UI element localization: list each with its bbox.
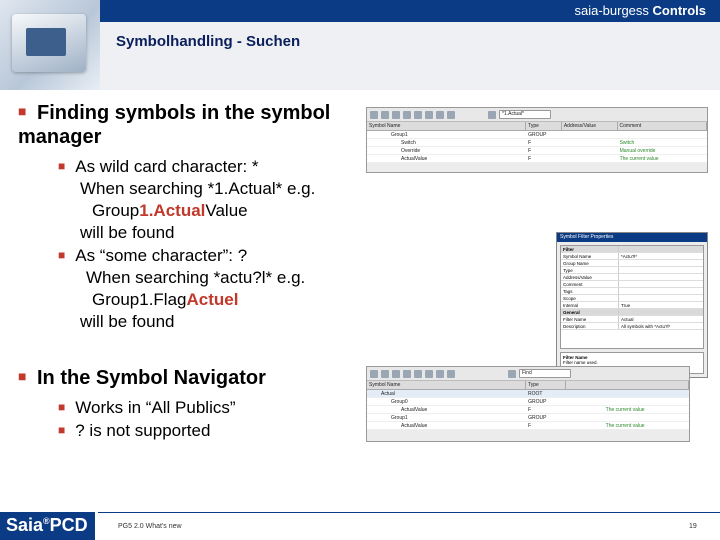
description-title: Filter Name <box>563 355 588 360</box>
table-row[interactable]: ActualValue F The current value <box>367 155 707 163</box>
bullet-symbol-navigator: ■ In the Symbol Navigator <box>18 367 266 389</box>
sub-bullet-navigator: ■ Works in “All Publics” ■ ? is not supported <box>58 398 236 440</box>
table-row[interactable]: Group0 GROUP <box>367 398 689 406</box>
column-header[interactable]: Comment <box>618 122 707 130</box>
toolbar-icon[interactable] <box>403 370 411 378</box>
sub-bullet-wildcard: ■ As wild card character: * When searching *1.Actual* e.g. Group1.ActualValue will be found ■ As “some character”: ? When searching *actu?l* e.g. Group1.FlagActuel will be found <box>58 157 316 331</box>
toolbar-icon[interactable] <box>370 111 378 119</box>
slide-title: Symbolhandling - Suchen <box>116 33 301 50</box>
property-row[interactable]: Filter Name Actual <box>561 316 703 323</box>
search-icon[interactable] <box>488 111 496 119</box>
toolbar-icon[interactable] <box>403 111 411 119</box>
property-row[interactable]: Type <box>561 267 703 274</box>
toolbar-icon[interactable] <box>381 370 389 378</box>
column-header[interactable]: Symbol Name <box>367 122 526 130</box>
property-grid <box>560 245 704 349</box>
property-category[interactable]: Filter <box>561 246 703 253</box>
column-header[interactable]: Type <box>526 381 566 389</box>
symbol-filter-dialog <box>556 232 708 378</box>
table-row[interactable]: ActualValue F The current value <box>367 406 689 414</box>
brand-logo: saia-burgess Controls <box>574 3 706 18</box>
search-input[interactable]: *1.Actual* <box>499 110 551 119</box>
header <box>0 0 720 90</box>
toolbar-icon[interactable] <box>447 111 455 119</box>
table-row[interactable]: Switch F Switch <box>367 139 707 147</box>
toolbar-icon[interactable] <box>370 370 378 378</box>
header-band <box>100 0 720 22</box>
table-row[interactable]: Actual ROOT <box>367 390 689 398</box>
pcd-device-image <box>12 14 86 72</box>
column-header[interactable]: Address/Value <box>562 122 618 130</box>
property-row[interactable]: Group Name <box>561 260 703 267</box>
property-row[interactable]: Description All symbols with *Actu?l* <box>561 323 703 330</box>
table-row[interactable]: Group1 GROUP <box>367 414 689 422</box>
column-header[interactable]: Symbol Name <box>367 381 526 389</box>
page-number: 19 <box>689 523 697 530</box>
column-headers <box>367 381 689 390</box>
property-row[interactable]: Internal True <box>561 302 703 309</box>
table-row[interactable]: ActualValue F The current value <box>367 422 689 430</box>
property-row[interactable]: Comment <box>561 281 703 288</box>
symbol-manager-toolbar <box>367 108 707 122</box>
toolbar-icon[interactable] <box>381 111 389 119</box>
property-row[interactable]: Address/Value <box>561 274 703 281</box>
toolbar-icon[interactable] <box>436 370 444 378</box>
property-row[interactable]: Scope <box>561 295 703 302</box>
dialog-title: Symbol Filter Properties <box>557 233 707 242</box>
saia-pcd-logo: Saia®PCD <box>0 512 95 540</box>
navigator-toolbar <box>367 367 689 381</box>
table-row[interactable]: Group1 GROUP <box>367 131 707 139</box>
header-photo <box>0 0 100 90</box>
toolbar-icon[interactable] <box>392 370 400 378</box>
column-header[interactable]: Type <box>526 122 562 130</box>
toolbar-icon[interactable] <box>414 111 422 119</box>
toolbar-icon[interactable] <box>447 370 455 378</box>
bullet-finding-symbols: ■ Finding symbols in the symbol manager <box>18 102 331 148</box>
footer-text: PG5 2.0 What's new <box>118 523 182 530</box>
toolbar-icon[interactable] <box>425 370 433 378</box>
toolbar-icon[interactable] <box>436 111 444 119</box>
find-input[interactable]: Find <box>519 369 571 378</box>
table-row[interactable]: Override F Manual override <box>367 147 707 155</box>
toolbar-icon[interactable] <box>414 370 422 378</box>
column-headers <box>367 122 707 131</box>
footer-divider <box>98 512 720 513</box>
property-row[interactable]: Tags <box>561 288 703 295</box>
toolbar-icon[interactable] <box>425 111 433 119</box>
symbol-navigator-screenshot <box>366 366 690 442</box>
symbol-manager-screenshot <box>366 107 708 173</box>
description-text: Filter name used. <box>563 360 598 365</box>
toolbar-icon[interactable] <box>392 111 400 119</box>
search-icon[interactable] <box>508 370 516 378</box>
property-row[interactable]: Symbol Name *Actu?l* <box>561 253 703 260</box>
property-category[interactable]: General <box>561 309 703 316</box>
